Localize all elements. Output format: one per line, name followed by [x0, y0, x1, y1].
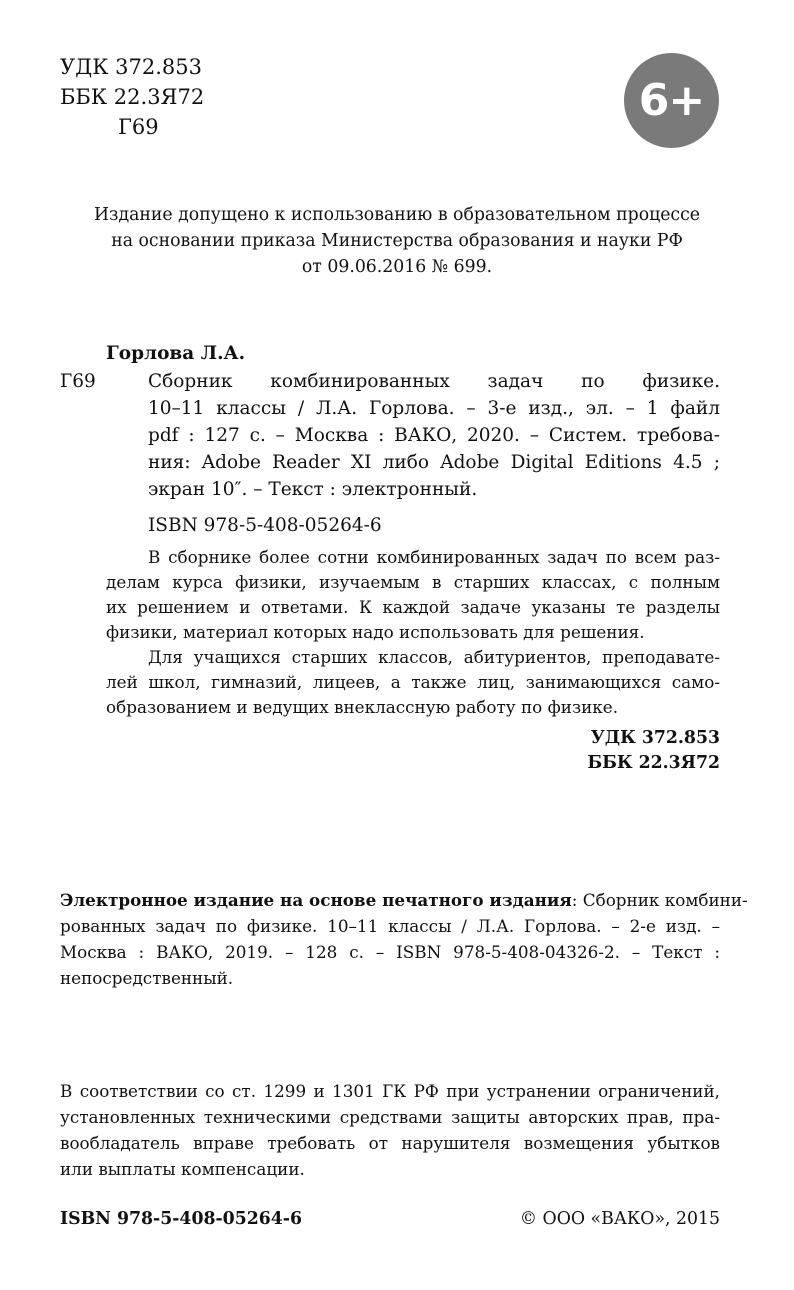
legal-line: установленных техническими средствами защиты авторских прав, пра-	[60, 1107, 720, 1127]
bib-line: Сборник комбинированных задач по физике.	[148, 371, 720, 392]
electronic-edition-note	[60, 887, 748, 991]
eprint-line: рованных задач по физике. 10–11 классы / Л.А. Горлова. – 2-е изд. –	[60, 916, 720, 936]
bbk-code-right: ББК 22.3Я72	[587, 753, 720, 773]
abstract-line: делам курса физики, изучаемым в старших классах, с полным	[106, 572, 720, 592]
eprint-line: Москва : ВАКО, 2019. – 128 с. – ISBN 978-5-408-04326-2. – Текст :	[60, 942, 720, 962]
udk-code: УДК 372.853	[60, 55, 203, 79]
classification-codes-right	[587, 726, 720, 776]
footer-isbn: ISBN 978-5-408-05264-6	[60, 1209, 302, 1229]
legal-line: вообладатель вправе требовать от нарушителя возмещения убытков	[60, 1133, 720, 1153]
udk-code-right: УДК 372.853	[590, 728, 720, 748]
abstract-line: их решением и ответами. К каждой задаче указаны те разделы	[106, 597, 720, 617]
bibliography-isbn: ISBN 978-5-408-05264-6	[148, 515, 382, 536]
abstract-line: образованием и ведущих внеклассную работу по физике.	[106, 697, 619, 717]
legal-notice	[60, 1078, 720, 1182]
footer-copyright: © ООО «ВАКО», 2015	[519, 1209, 720, 1229]
bibliographic-record	[148, 368, 720, 503]
eprint-line-rest: : Сборник комбини-	[571, 890, 748, 910]
bib-line: ния: Adobe Reader XI либо Adobe Digital Editions 4.5 ;	[148, 452, 720, 473]
classification-codes	[60, 52, 204, 142]
approval-line: Издание допущено к использованию в образовательном процессе	[93, 205, 701, 225]
abstract-line: Для учащихся старших классов, абитуриентов, преподавате-	[148, 647, 720, 667]
eprint-line	[60, 887, 748, 913]
approval-line: от 09.06.2016 № 699.	[301, 257, 493, 277]
abstract-line: В сборнике более сотни комбинированных задач по всем раз-	[148, 547, 720, 567]
eprint-label: Электронное издание на основе печатного издания	[60, 890, 572, 910]
bib-line: 10–11 классы / Л.А. Горлова. – 3-е изд., эл. – 1 файл	[148, 398, 720, 419]
approval-line: на основании приказа Министерства образования и науки РФ	[111, 231, 683, 251]
approval-notice	[60, 202, 734, 280]
legal-line: В соответствии со ст. 1299 и 1301 ГК РФ при устранении ограничений,	[60, 1081, 720, 1101]
bbk-code: ББК 22.3Я72	[60, 85, 205, 109]
bibliography-mark: Г69	[60, 371, 96, 392]
author-mark: Г69	[118, 115, 159, 139]
bib-line: pdf : 127 с. – Москва : ВАКО, 2020. – Систем. требова-	[148, 425, 720, 446]
abstract	[106, 545, 720, 720]
age-rating-badge: 6+	[624, 53, 719, 148]
abstract-line: лей школ, гимназий, лицеев, а также лиц, занимающихся само-	[106, 672, 720, 692]
eprint-line: непосредственный.	[60, 968, 234, 988]
legal-line: или выплаты компенсации.	[60, 1159, 305, 1179]
bib-line: экран 10″. – Текст : электронный.	[148, 479, 478, 500]
bibliography-author: Горлова Л.А.	[106, 343, 246, 364]
abstract-line: физики, материал которых надо использовать для решения.	[106, 622, 645, 642]
